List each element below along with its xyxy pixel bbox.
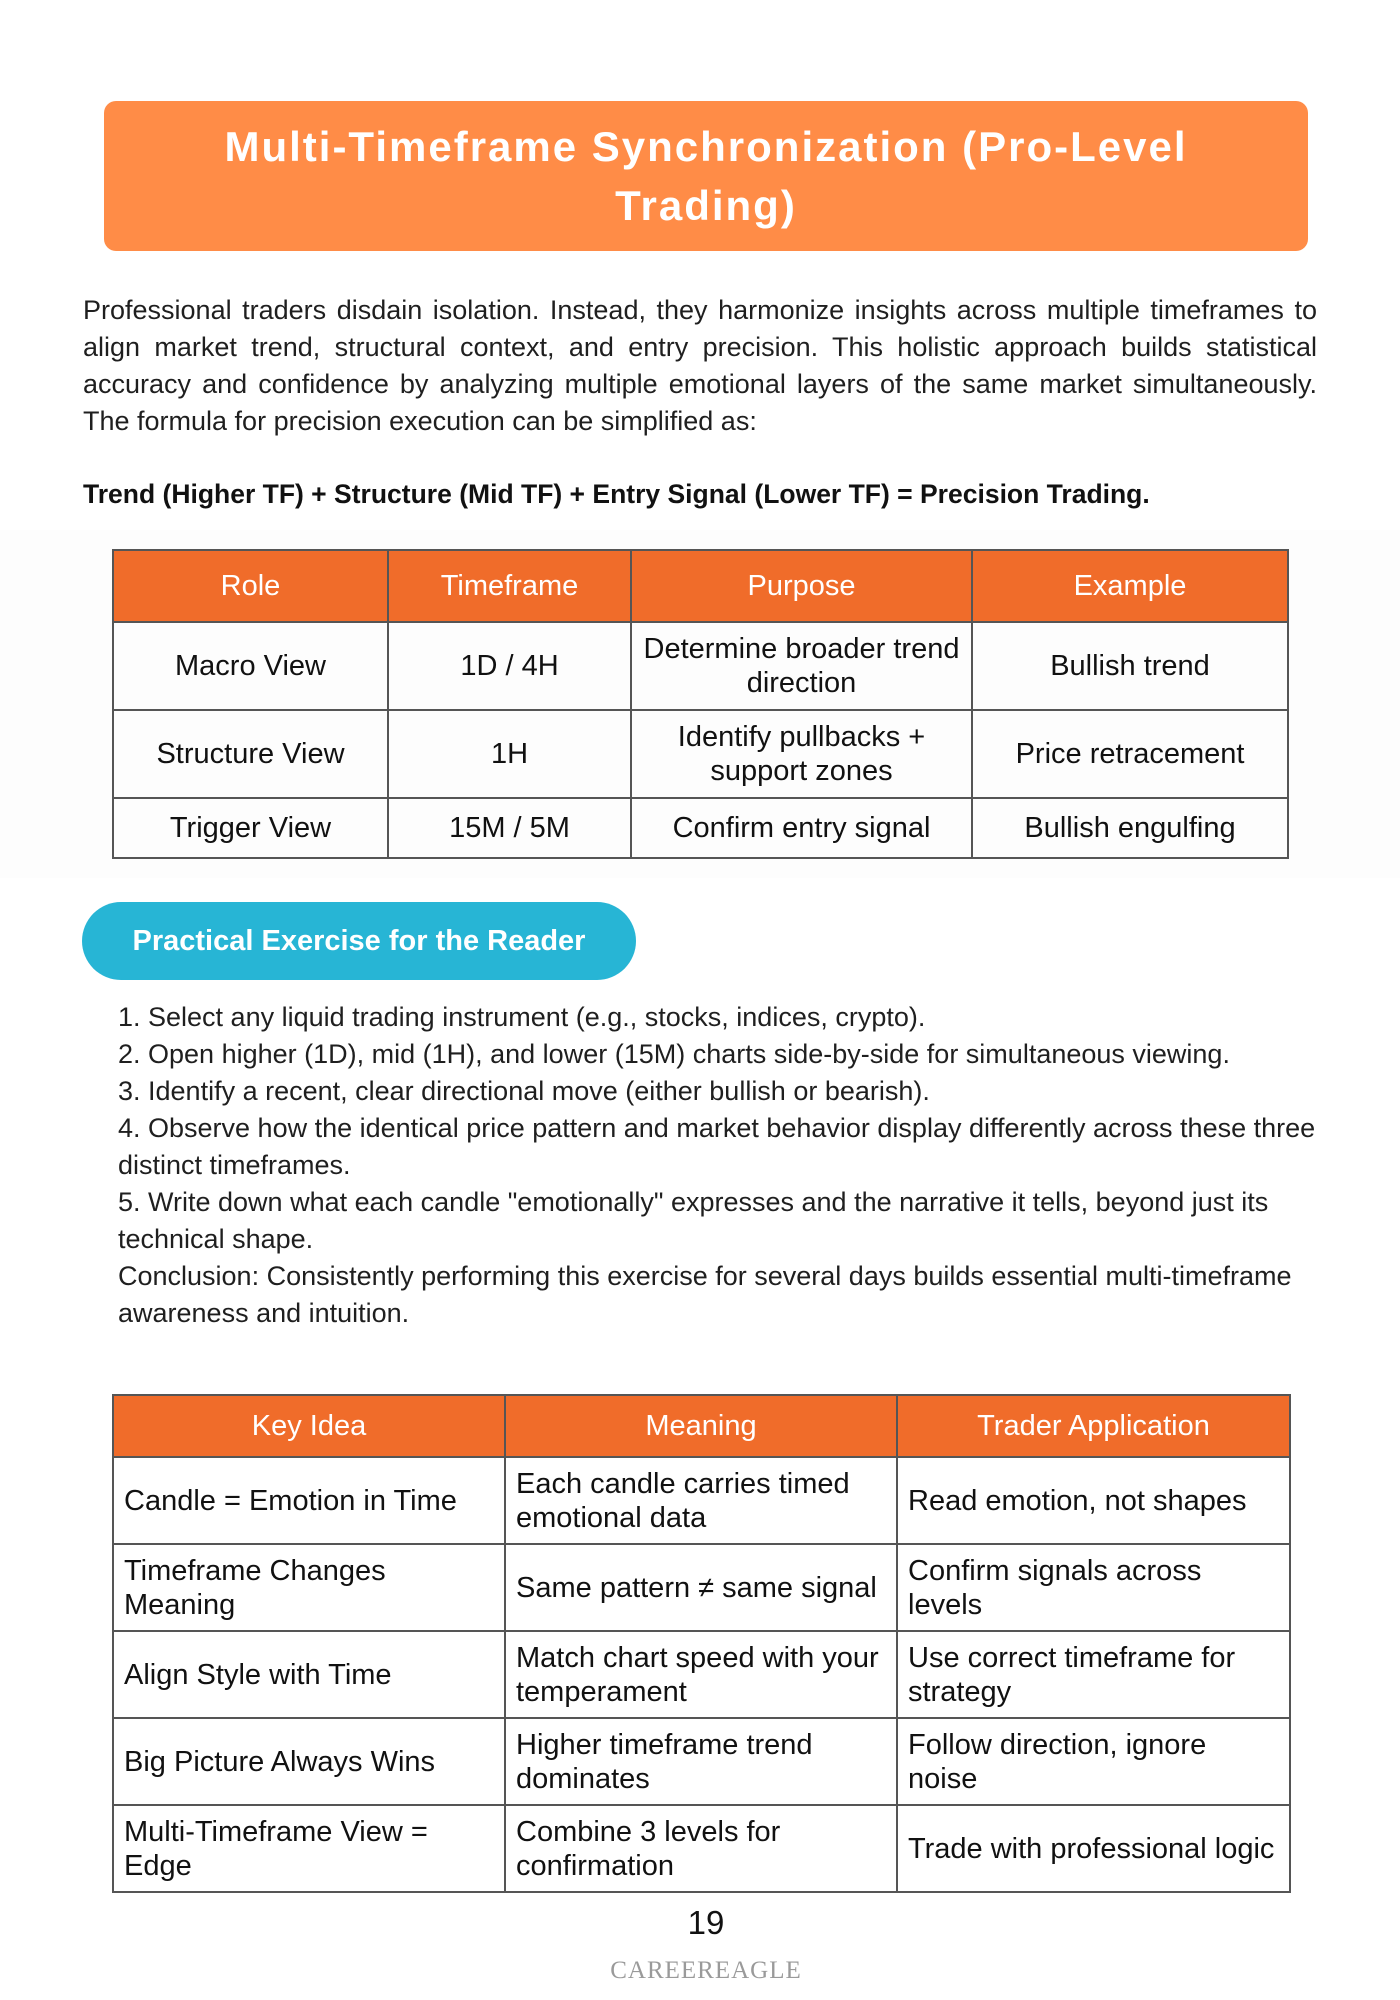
page-title: Multi-Timeframe Synchronization (Pro-Level Trading): [224, 123, 1188, 229]
table-cell: Combine 3 levels for confirmation: [505, 1805, 897, 1892]
table-cell: Big Picture Always Wins: [113, 1718, 505, 1805]
table-row: [113, 710, 1288, 798]
header-cell: Role: [113, 550, 388, 622]
header-cell: Timeframe: [388, 550, 631, 622]
table-cell: Read emotion, not shapes: [897, 1457, 1290, 1544]
list-item: 5. Write down what each candle "emotionally" expresses and the narrative it tells, beyond just its technical shape.: [118, 1187, 1269, 1254]
table-header-row: [113, 550, 1288, 622]
exercise-steps: [118, 999, 1318, 1332]
table-cell: Timeframe Changes Meaning: [113, 1544, 505, 1631]
table-cell: Bullish trend: [972, 622, 1288, 710]
header-cell: Meaning: [505, 1395, 897, 1457]
list-item: 4. Observe how the identical price pattern and market behavior display differently across these three distinct timeframes.: [118, 1113, 1316, 1180]
table-cell: Higher timeframe trend dominates: [505, 1718, 897, 1805]
table-cell: Use correct timeframe for strategy: [897, 1631, 1290, 1718]
table-cell: Align Style with Time: [113, 1631, 505, 1718]
header-cell: Key Idea: [113, 1395, 505, 1457]
table-cell: Trigger View: [113, 798, 388, 858]
table-cell: Same pattern ≠ same signal: [505, 1544, 897, 1631]
table-cell: Confirm entry signal: [631, 798, 972, 858]
timeframe-table: [112, 549, 1289, 859]
table-cell: Structure View: [113, 710, 388, 798]
table-row: [113, 798, 1288, 858]
list-item: 1. Select any liquid trading instrument (e.g., stocks, indices, crypto).: [118, 1002, 926, 1032]
table-row: [113, 1457, 1290, 1544]
formula-text: Trend (Higher TF) + Structure (Mid TF) + Entry Signal (Lower TF) = Precision Trading.: [83, 479, 1150, 509]
header-cell: Example: [972, 550, 1288, 622]
title-banner: [104, 101, 1308, 251]
intro-paragraph: Professional traders disdain isolation. Instead, they harmonize insights across multiple timeframes to align market trend, structural context, and entry precision. This holistic approach builds statistical accuracy and confidence by analyzing multiple emotional layers of the same market simultaneously. The formula for precision execution can be simplified as:: [83, 295, 1317, 436]
table-cell: 1H: [388, 710, 631, 798]
table-cell: Identify pullbacks + support zones: [631, 710, 972, 798]
table-cell: Macro View: [113, 622, 388, 710]
table-row: [113, 1805, 1290, 1892]
table-cell: 1D / 4H: [388, 622, 631, 710]
page-number: 19: [687, 1904, 725, 1941]
table-cell: Follow direction, ignore noise: [897, 1718, 1290, 1805]
list-item: 2. Open higher (1D), mid (1H), and lower (15M) charts side-by-side for simultaneous viewing.: [118, 1039, 1230, 1069]
list-item: Conclusion: Consistently performing this exercise for several days builds essential multi-timeframe awareness and intuition.: [118, 1261, 1292, 1328]
table-cell: Multi-Timeframe View = Edge: [113, 1805, 505, 1892]
table-row: [113, 1544, 1290, 1631]
table-cell: Price retracement: [972, 710, 1288, 798]
header-cell: Purpose: [631, 550, 972, 622]
table-cell: Trade with professional logic: [897, 1805, 1290, 1892]
table-cell: Bullish engulfing: [972, 798, 1288, 858]
table-row: [113, 622, 1288, 710]
header-cell: Trader Application: [897, 1395, 1290, 1457]
table-cell: 15M / 5M: [388, 798, 631, 858]
brand-footer: CAREEREAGLE: [610, 1957, 802, 1984]
table-cell: Confirm signals across levels: [897, 1544, 1290, 1631]
table-header-row: [113, 1395, 1290, 1457]
table-row: [113, 1718, 1290, 1805]
table-cell: Match chart speed with your temperament: [505, 1631, 897, 1718]
table-cell: Each candle carries timed emotional data: [505, 1457, 897, 1544]
list-item: 3. Identify a recent, clear directional move (either bullish or bearish).: [118, 1076, 930, 1106]
table-cell: Candle = Emotion in Time: [113, 1457, 505, 1544]
key-idea-table: [112, 1394, 1291, 1893]
exercise-heading-pill: Practical Exercise for the Reader: [82, 902, 636, 980]
table-row: [113, 1631, 1290, 1718]
table-cell: Determine broader trend direction: [631, 622, 972, 710]
